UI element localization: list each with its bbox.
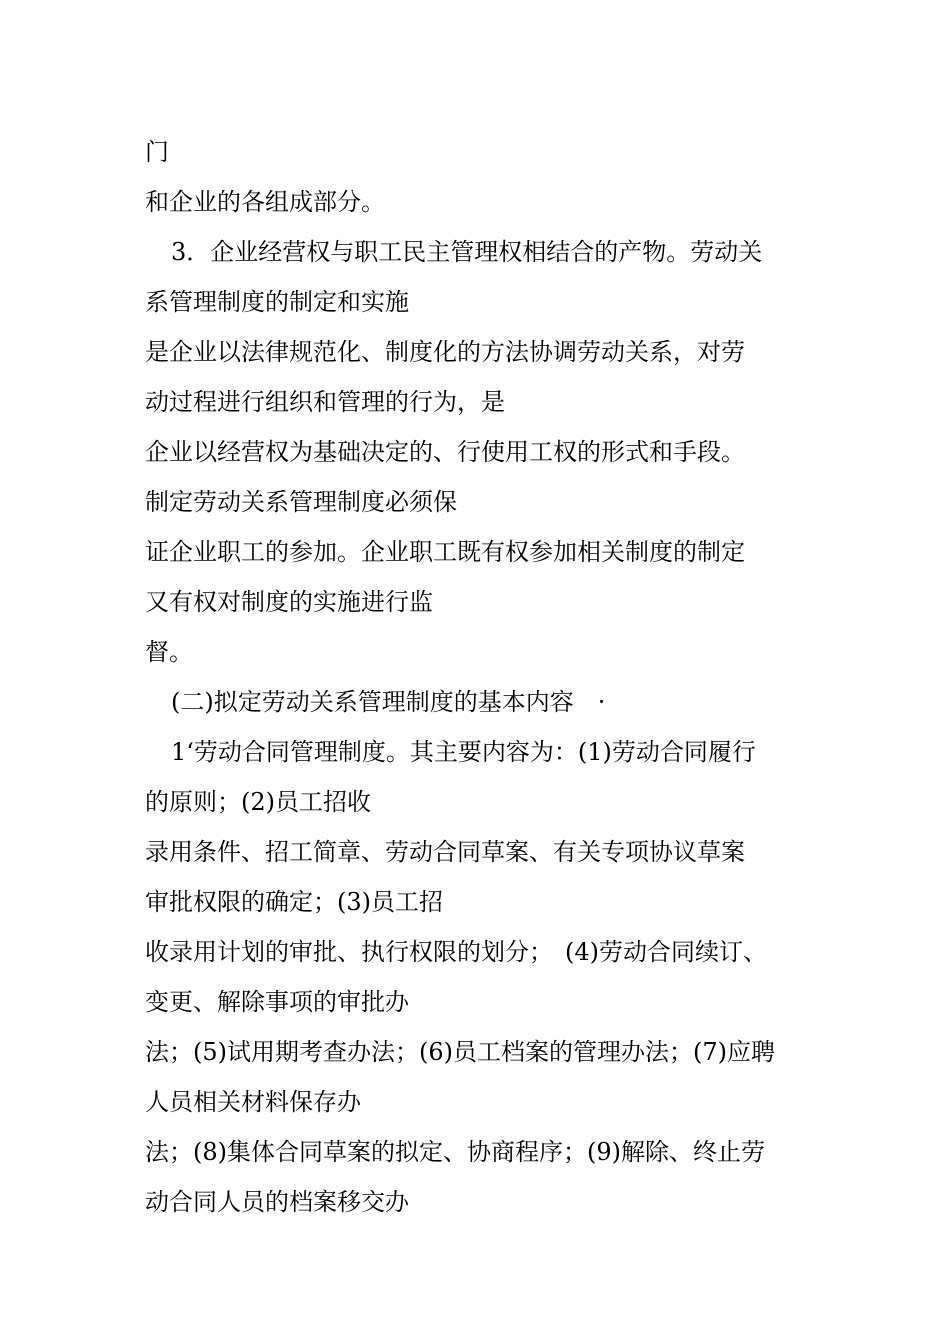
text-line: 收录用计划的审批、执行权限的划分； (4)劳动合同续订、 bbox=[145, 938, 767, 966]
text-line: 人员相关材料保存办 bbox=[145, 1088, 361, 1116]
text-line: 证企业职工的参加。企业职工既有权参加相关制度的制定 bbox=[145, 538, 745, 566]
text-line: 和企业的各组成部分。 bbox=[145, 188, 385, 216]
text-line: 动合同人员的档案移交办 bbox=[145, 1188, 409, 1216]
text-line: 企业以经营权为基础决定的、行使用工权的形式和手段。 bbox=[145, 438, 745, 466]
text-line: 3．企业经营权与职工民主管理权相结合的产物。劳动关 bbox=[171, 238, 763, 266]
text-line: 是企业以法律规范化、制度化的方法协调劳动关系，对劳 bbox=[145, 338, 745, 366]
text-line: 录用条件、招工简章、劳动合同草案、有关专项协议草案 bbox=[145, 838, 745, 866]
text-line: 制定劳动关系管理制度必须保 bbox=[145, 488, 457, 516]
text-line: 审批权限的确定；(3)员工招 bbox=[145, 888, 443, 916]
text-line: 动过程进行组织和管理的行为，是 bbox=[145, 388, 505, 416]
text-line: 门 bbox=[145, 138, 169, 166]
text-line: 1‘劳动合同管理制度。其主要内容为：(1)劳动合同履行 bbox=[171, 738, 756, 766]
text-line: 又有权对制度的实施进行监 bbox=[145, 588, 433, 616]
document-body bbox=[145, 127, 815, 1227]
text-line: 变更、解除事项的审批办 bbox=[145, 988, 409, 1016]
text-line: 法；(5)试用期考查办法；(6)员工档案的管理办法；(7)应聘 bbox=[145, 1038, 775, 1066]
text-line: 的原则；(2)员工招收 bbox=[145, 788, 371, 816]
section-heading: (二)拟定劳动关系管理制度的基本内容 · bbox=[171, 688, 606, 716]
text-line: 系管理制度的制定和实施 bbox=[145, 288, 409, 316]
text-line: 督。 bbox=[145, 638, 193, 666]
text-line: 法；(8)集体合同草案的拟定、协商程序；(9)解除、终止劳 bbox=[145, 1138, 765, 1166]
